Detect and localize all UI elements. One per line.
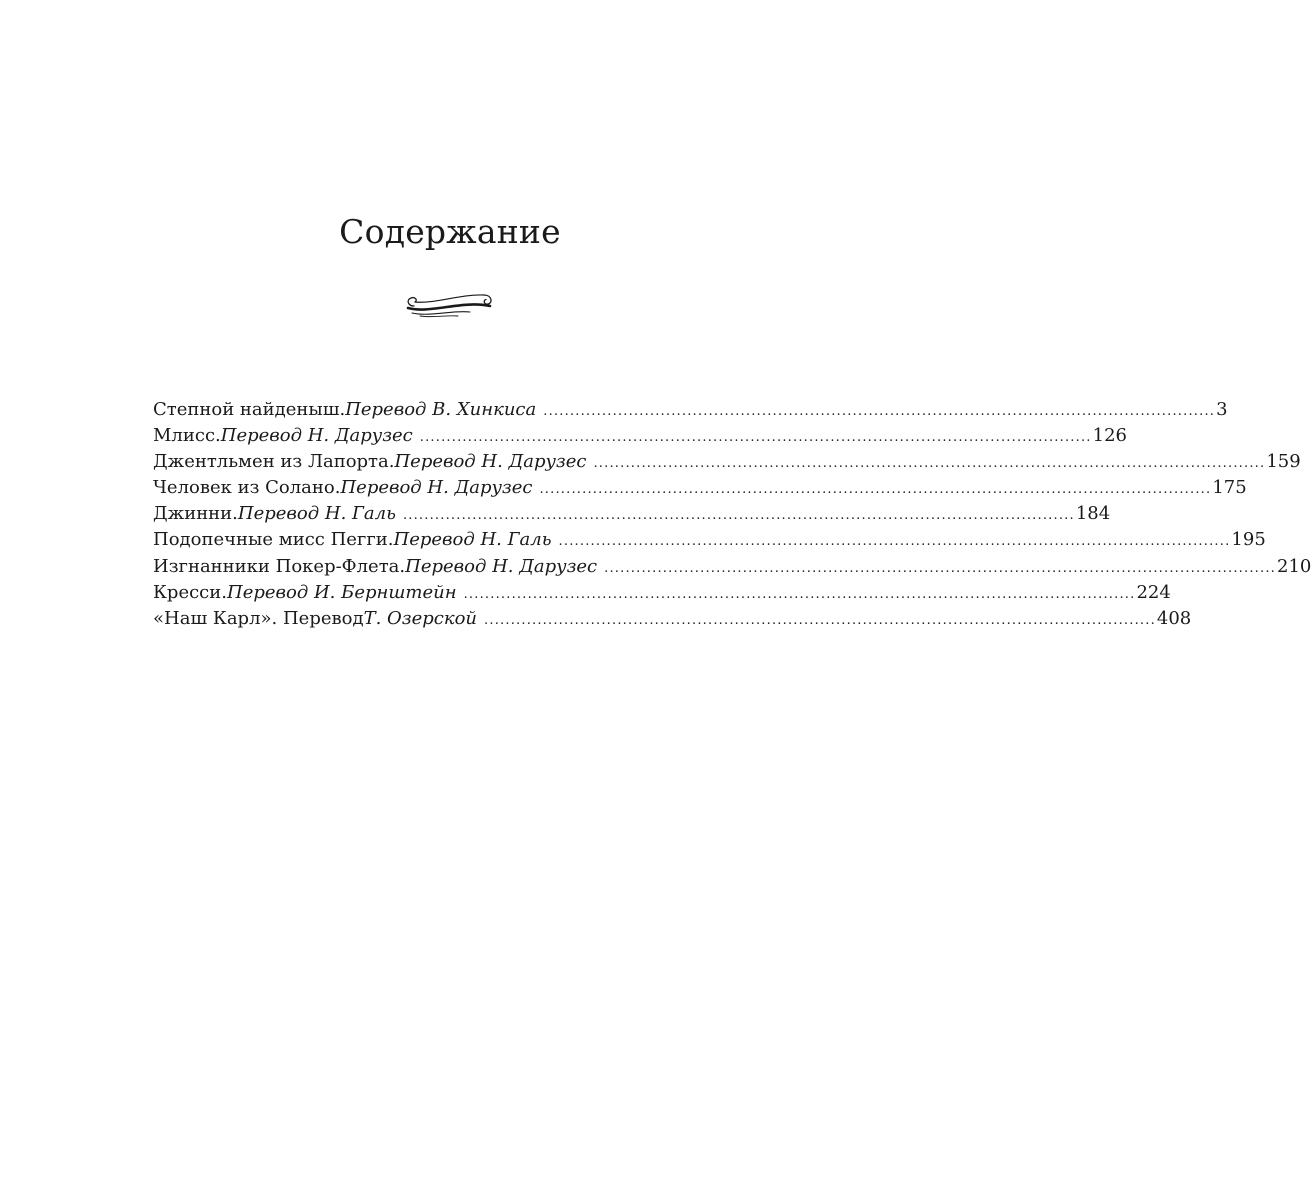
toc-entry[interactable] [153, 606, 1192, 632]
entry-page-number: 224 [1136, 581, 1171, 603]
entry-translator: Перевод Н. Галь [237, 503, 396, 525]
entry-page-number: 159 [1266, 451, 1301, 473]
entry-page-number: 3 [1216, 399, 1228, 420]
flourish-ornament-icon [400, 286, 500, 326]
entry-page-number: 126 [1092, 425, 1127, 447]
entry-title: Изгнанники Покер-Флета. [153, 555, 406, 577]
toc-entry[interactable] [153, 449, 1301, 475]
dot-leader: .............................................................................................................................. [604, 560, 1276, 576]
entry-title: Степной найденыш. [153, 399, 346, 420]
entry-page-number: 195 [1231, 529, 1266, 551]
entry-translator: Перевод Н. Дарузес [340, 477, 533, 499]
toc-entry[interactable] [153, 423, 1127, 449]
toc-entry[interactable] [153, 580, 1171, 606]
entry-title: «Наш Карл». Перевод [153, 607, 364, 629]
toc-entry[interactable] [153, 397, 1228, 423]
entry-title: Человек из Солано. [153, 477, 341, 499]
dot-leader: .............................................................................................................................. [543, 404, 1216, 419]
entry-page-number: 184 [1075, 503, 1111, 525]
entry-translator: Перевод Н. Дарузес [220, 425, 413, 447]
toc-entry[interactable] [153, 501, 1111, 527]
toc-entry[interactable] [153, 554, 1311, 580]
entry-title: Подопечные мисс Пегги. [153, 529, 394, 551]
dot-leader: .............................................................................................................................. [558, 534, 1231, 550]
entry-title: Кресси. [153, 581, 227, 603]
entry-page-number: 408 [1156, 607, 1192, 629]
entry-page-number: 210 [1277, 555, 1311, 577]
page-title: Содержание [339, 212, 561, 251]
entry-translator: Перевод Н. Галь [393, 529, 552, 551]
entry-translator: Перевод В. Хинкиса [345, 399, 537, 420]
dot-leader: .............................................................................................................................. [484, 612, 1156, 628]
dot-leader: .............................................................................................................................. [402, 508, 1075, 524]
dot-leader: .............................................................................................................................. [463, 586, 1136, 602]
toc-entry[interactable] [153, 475, 1247, 501]
entry-title: Млисс. [153, 425, 221, 447]
entry-translator: Перевод И. Бернштейн [227, 581, 457, 603]
table-of-contents [153, 397, 1311, 632]
dot-leader: .............................................................................................................................. [419, 430, 1092, 446]
entry-page-number: 175 [1212, 477, 1247, 499]
dot-leader: .............................................................................................................................. [539, 482, 1212, 498]
entry-title: Джинни. [153, 503, 238, 525]
entry-title: Джентльмен из Лапорта. [153, 451, 395, 473]
dot-leader: .............................................................................................................................. [593, 456, 1266, 472]
entry-translator: Перевод Н. Дарузес [405, 555, 598, 577]
entry-translator: Т. Озерской [363, 607, 478, 629]
toc-entry[interactable] [153, 527, 1266, 553]
entry-translator: Перевод Н. Дарузес [394, 451, 587, 473]
